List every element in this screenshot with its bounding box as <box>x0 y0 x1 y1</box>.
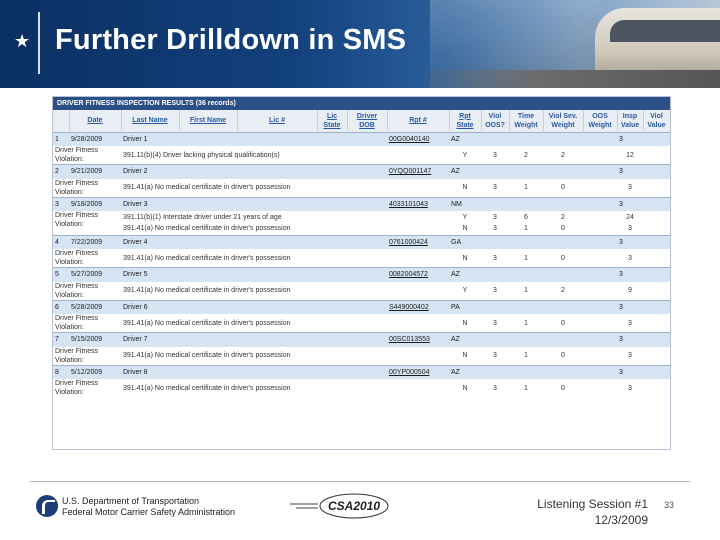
time-weight: 3 <box>481 347 509 366</box>
report-number-link[interactable]: 0082004572 <box>387 268 449 282</box>
inspection-date: 5/15/2009 <box>69 333 121 347</box>
violation-row <box>53 249 670 268</box>
filler-cell <box>481 197 617 211</box>
violation-description <box>121 347 449 366</box>
time-weight: 3 <box>481 223 509 235</box>
viol-oos: N <box>449 379 481 397</box>
violation-description <box>121 314 449 333</box>
time-weight: 3 <box>481 314 509 333</box>
column-header[interactable]: Date <box>69 110 121 132</box>
driver-dob <box>347 235 387 249</box>
record-number: 8 <box>53 365 69 379</box>
filler-cell <box>481 235 617 249</box>
severity-weight: 1 <box>509 379 543 397</box>
violation-label: Driver Fitness Violation: <box>53 282 121 301</box>
record-number: 3 <box>53 197 69 211</box>
viol-oos: Y <box>449 211 481 223</box>
driver-dob <box>347 300 387 314</box>
violation-label: Driver Fitness Violation: <box>53 314 121 333</box>
filler-cell <box>481 300 617 314</box>
driver-name: Driver 7 <box>121 333 317 347</box>
inspection-date: 7/22/2009 <box>69 235 121 249</box>
filler-cell <box>583 282 617 301</box>
table-body <box>53 132 670 397</box>
filler-cell <box>583 179 617 198</box>
table-row <box>53 333 670 347</box>
violation-code: 391.41(a) <box>123 287 153 294</box>
viol-oos: N <box>449 179 481 198</box>
inspection-results-table <box>52 96 671 450</box>
inspection-value: 3 <box>617 300 643 314</box>
report-state: AZ <box>449 333 481 347</box>
table-row <box>53 365 670 379</box>
filler-cell <box>643 197 670 211</box>
report-number-link[interactable]: 00YP000504 <box>387 365 449 379</box>
oos-weight: 0 <box>543 347 583 366</box>
column-header[interactable]: Driver DOB <box>347 110 387 132</box>
violation-row <box>53 282 670 301</box>
violation-value: 3 <box>617 223 643 235</box>
violation-row <box>53 347 670 366</box>
inspection-date: 5/12/2009 <box>69 365 121 379</box>
violation-value: 9 <box>617 282 643 301</box>
driver-dob <box>347 365 387 379</box>
lic-state <box>317 268 347 282</box>
slide-title: Further Drilldown in SMS <box>55 24 407 56</box>
table-header-row <box>53 110 670 132</box>
filler-cell <box>643 132 670 146</box>
violation-row <box>53 379 670 397</box>
column-header[interactable]: Rpt State <box>449 110 481 132</box>
driver-name: Driver 8 <box>121 365 317 379</box>
dot-logo-icon <box>36 495 58 517</box>
viol-oos: Y <box>449 282 481 301</box>
time-weight: 3 <box>481 249 509 268</box>
violation-description <box>121 179 449 198</box>
violation-code: 391.11(b)(1) <box>123 213 162 221</box>
filler-cell <box>643 333 670 347</box>
violation-label: Driver Fitness Violation: <box>53 347 121 366</box>
csa2010-logo <box>290 492 390 520</box>
violation-text: No medical certificate in driver's possession <box>154 352 291 359</box>
session-title: Listening Session #1 <box>537 497 648 511</box>
column-header: Viol Sev. Weight <box>543 110 583 132</box>
violation-code: 391.11(b)(4) <box>123 151 162 159</box>
column-header: Viol OOS? <box>481 110 509 132</box>
inspection-value: 3 <box>617 132 643 146</box>
violation-text: No medical certificate in driver's possession <box>154 384 291 392</box>
filler-cell <box>481 132 617 146</box>
driver-dob <box>347 333 387 347</box>
violation-description <box>121 379 449 397</box>
severity-weight: 1 <box>509 282 543 301</box>
report-number-link[interactable]: 00SC013553 <box>387 333 449 347</box>
report-number-link[interactable]: 00G0040140 <box>387 132 449 146</box>
violation-description <box>121 282 449 301</box>
column-header[interactable]: Lic State <box>317 110 347 132</box>
report-state: NM <box>449 197 481 211</box>
driver-dob <box>347 132 387 146</box>
inspection-date: 5/28/2009 <box>69 300 121 314</box>
driver-name: Driver 6 <box>121 300 317 314</box>
violation-value: 24 <box>617 211 643 223</box>
inspection-value: 3 <box>617 365 643 379</box>
oos-weight: 0 <box>543 379 583 397</box>
lic-state <box>317 132 347 146</box>
report-state: PA <box>449 300 481 314</box>
time-weight: 3 <box>481 179 509 198</box>
inspection-value: 3 <box>617 197 643 211</box>
column-header <box>53 110 69 132</box>
driver-name: Driver 1 <box>121 132 317 146</box>
violation-value: 3 <box>617 314 643 333</box>
column-header: Time Weight <box>509 110 543 132</box>
oos-weight: 0 <box>543 314 583 333</box>
lic-state <box>317 197 347 211</box>
driver-dob <box>347 268 387 282</box>
severity-weight: 1 <box>509 249 543 268</box>
violation-text: No medical certificate in driver's possession <box>154 319 291 327</box>
violation-description <box>121 146 449 165</box>
column-header[interactable]: First Name <box>179 110 237 132</box>
column-header: Insp Value <box>617 110 643 132</box>
column-header: OOS Weight <box>583 110 617 132</box>
inspection-date: 9/28/2009 <box>69 132 121 146</box>
severity-weight: 1 <box>509 314 543 333</box>
road-photo <box>420 70 720 88</box>
inspection-date: 9/18/2009 <box>69 197 121 211</box>
table-row <box>53 235 670 249</box>
filler-cell <box>643 365 670 379</box>
violation-row <box>53 211 670 223</box>
viol-oos: N <box>449 314 481 333</box>
violation-text: Interstate driver under 21 years of age <box>162 213 282 221</box>
severity-weight: 1 <box>509 347 543 366</box>
inspection-date: 5/27/2009 <box>69 268 121 282</box>
violation-text: No medical certificate in driver's possession <box>154 225 291 233</box>
violation-label: Driver Fitness Violation: <box>53 379 121 397</box>
table-caption: DRIVER FITNESS INSPECTION RESULTS (36 records) <box>53 97 670 110</box>
report-state: AZ <box>449 132 481 146</box>
inspection-value: 3 <box>617 333 643 347</box>
severity-weight: 1 <box>509 179 543 198</box>
filler-cell <box>643 300 670 314</box>
record-number: 6 <box>53 300 69 314</box>
violation-label: Driver Fitness Violation: <box>53 179 121 198</box>
filler-cell <box>583 249 617 268</box>
page-number: 33 <box>664 500 675 510</box>
column-header[interactable]: Last Name <box>121 110 179 132</box>
header-divider <box>38 12 40 74</box>
violation-label: Driver Fitness Violation: <box>53 211 121 235</box>
inspection-value: 3 <box>617 165 643 179</box>
agency-line-2: Federal Motor Carrier Safety Administration <box>62 507 236 517</box>
violation-code: 391.41(a) <box>123 352 153 359</box>
violation-description <box>121 223 449 235</box>
lic-state <box>317 165 347 179</box>
report-number-link[interactable]: 0YQQ001147 <box>387 165 449 179</box>
time-weight: 3 <box>481 211 509 223</box>
violation-code: 391.41(a) <box>123 184 153 191</box>
inspection-value: 3 <box>617 235 643 249</box>
bus-window <box>610 20 720 42</box>
filler-cell <box>643 165 670 179</box>
report-state: AZ <box>449 365 481 379</box>
record-number: 2 <box>53 165 69 179</box>
filler-cell <box>643 268 670 282</box>
column-header[interactable]: Lic # <box>237 110 317 132</box>
violation-description <box>121 249 449 268</box>
violation-row <box>53 146 670 165</box>
oos-weight: 2 <box>543 282 583 301</box>
violation-label: Driver Fitness Violation: <box>53 249 121 268</box>
time-weight: 3 <box>481 282 509 301</box>
severity-weight: 6 <box>509 211 543 223</box>
violation-value: 3 <box>617 249 643 268</box>
oos-weight: 0 <box>543 223 583 235</box>
table-row <box>53 132 670 146</box>
driver-dob <box>347 165 387 179</box>
inspection-date: 9/21/2009 <box>69 165 121 179</box>
filler-cell <box>583 347 617 366</box>
violation-text: Driver lacking physical qualification(s) <box>162 151 280 159</box>
report-state: AZ <box>449 165 481 179</box>
star-icon: ★ <box>14 31 31 51</box>
column-header[interactable]: Rpt # <box>387 110 449 132</box>
driver-name: Driver 5 <box>121 268 317 282</box>
violation-row <box>53 223 670 235</box>
driver-name: Driver 2 <box>121 165 317 179</box>
violation-text: No medical certificate in driver's possession <box>154 184 291 191</box>
lic-state <box>317 235 347 249</box>
oos-weight: 2 <box>543 146 583 165</box>
severity-weight: 2 <box>509 146 543 165</box>
record-number: 4 <box>53 235 69 249</box>
record-number: 1 <box>53 132 69 146</box>
time-weight: 3 <box>481 146 509 165</box>
footer-divider <box>30 481 690 482</box>
filler-cell <box>481 165 617 179</box>
violation-code: 391.41(a) <box>123 254 153 262</box>
driver-dob <box>347 197 387 211</box>
inspection-value: 3 <box>617 268 643 282</box>
viol-oos: N <box>449 347 481 366</box>
violation-label: Driver Fitness Violation: <box>53 146 121 165</box>
filler-cell <box>583 211 617 223</box>
oos-weight: 0 <box>543 249 583 268</box>
column-header: Viol Value <box>643 110 670 132</box>
logo-text: CSA2010 <box>327 499 381 513</box>
agency-line-1: U.S. Department of Transportation <box>62 496 200 506</box>
record-number: 5 <box>53 268 69 282</box>
oos-weight: 2 <box>543 211 583 223</box>
violation-text: No medical certificate in driver's possession <box>154 287 291 294</box>
agency-name <box>62 496 235 518</box>
violation-row <box>53 179 670 198</box>
violation-value: 3 <box>617 179 643 198</box>
violation-value: 3 <box>617 347 643 366</box>
table-row <box>53 165 670 179</box>
violation-value: 3 <box>617 379 643 397</box>
violation-code: 391.41(a) <box>123 384 153 392</box>
violation-description <box>121 211 449 223</box>
session-info <box>500 496 648 528</box>
filler-cell <box>583 146 617 165</box>
viol-oos: N <box>449 249 481 268</box>
filler-cell <box>583 379 617 397</box>
filler-cell <box>583 314 617 333</box>
table-row <box>53 300 670 314</box>
report-number-link[interactable]: 4033101043 <box>387 197 449 211</box>
filler-cell <box>481 365 617 379</box>
report-number-link[interactable]: 0761000424 <box>387 235 449 249</box>
violation-code: 391.41(a) <box>123 319 153 327</box>
violation-code: 391.41(a) <box>123 225 153 233</box>
filler-cell <box>481 333 617 347</box>
violation-value: 12 <box>617 146 643 165</box>
session-date: 12/3/2009 <box>594 513 648 527</box>
table-row <box>53 268 670 282</box>
viol-oos: N <box>449 223 481 235</box>
driver-name: Driver 4 <box>121 235 317 249</box>
filler-cell <box>481 268 617 282</box>
oos-weight: 0 <box>543 179 583 198</box>
lic-state <box>317 365 347 379</box>
severity-weight: 1 <box>509 223 543 235</box>
results-grid <box>53 110 671 397</box>
filler-cell <box>583 223 617 235</box>
driver-name: Driver 3 <box>121 197 317 211</box>
viol-oos: Y <box>449 146 481 165</box>
report-state: AZ <box>449 268 481 282</box>
violation-text: No medical certificate in driver's possession <box>154 254 291 262</box>
filler-cell <box>643 235 670 249</box>
lic-state <box>317 300 347 314</box>
table-row <box>53 197 670 211</box>
report-number-link[interactable]: S449000402 <box>387 300 449 314</box>
record-number: 7 <box>53 333 69 347</box>
lic-state <box>317 333 347 347</box>
time-weight: 3 <box>481 379 509 397</box>
report-state: GA <box>449 235 481 249</box>
violation-row <box>53 314 670 333</box>
